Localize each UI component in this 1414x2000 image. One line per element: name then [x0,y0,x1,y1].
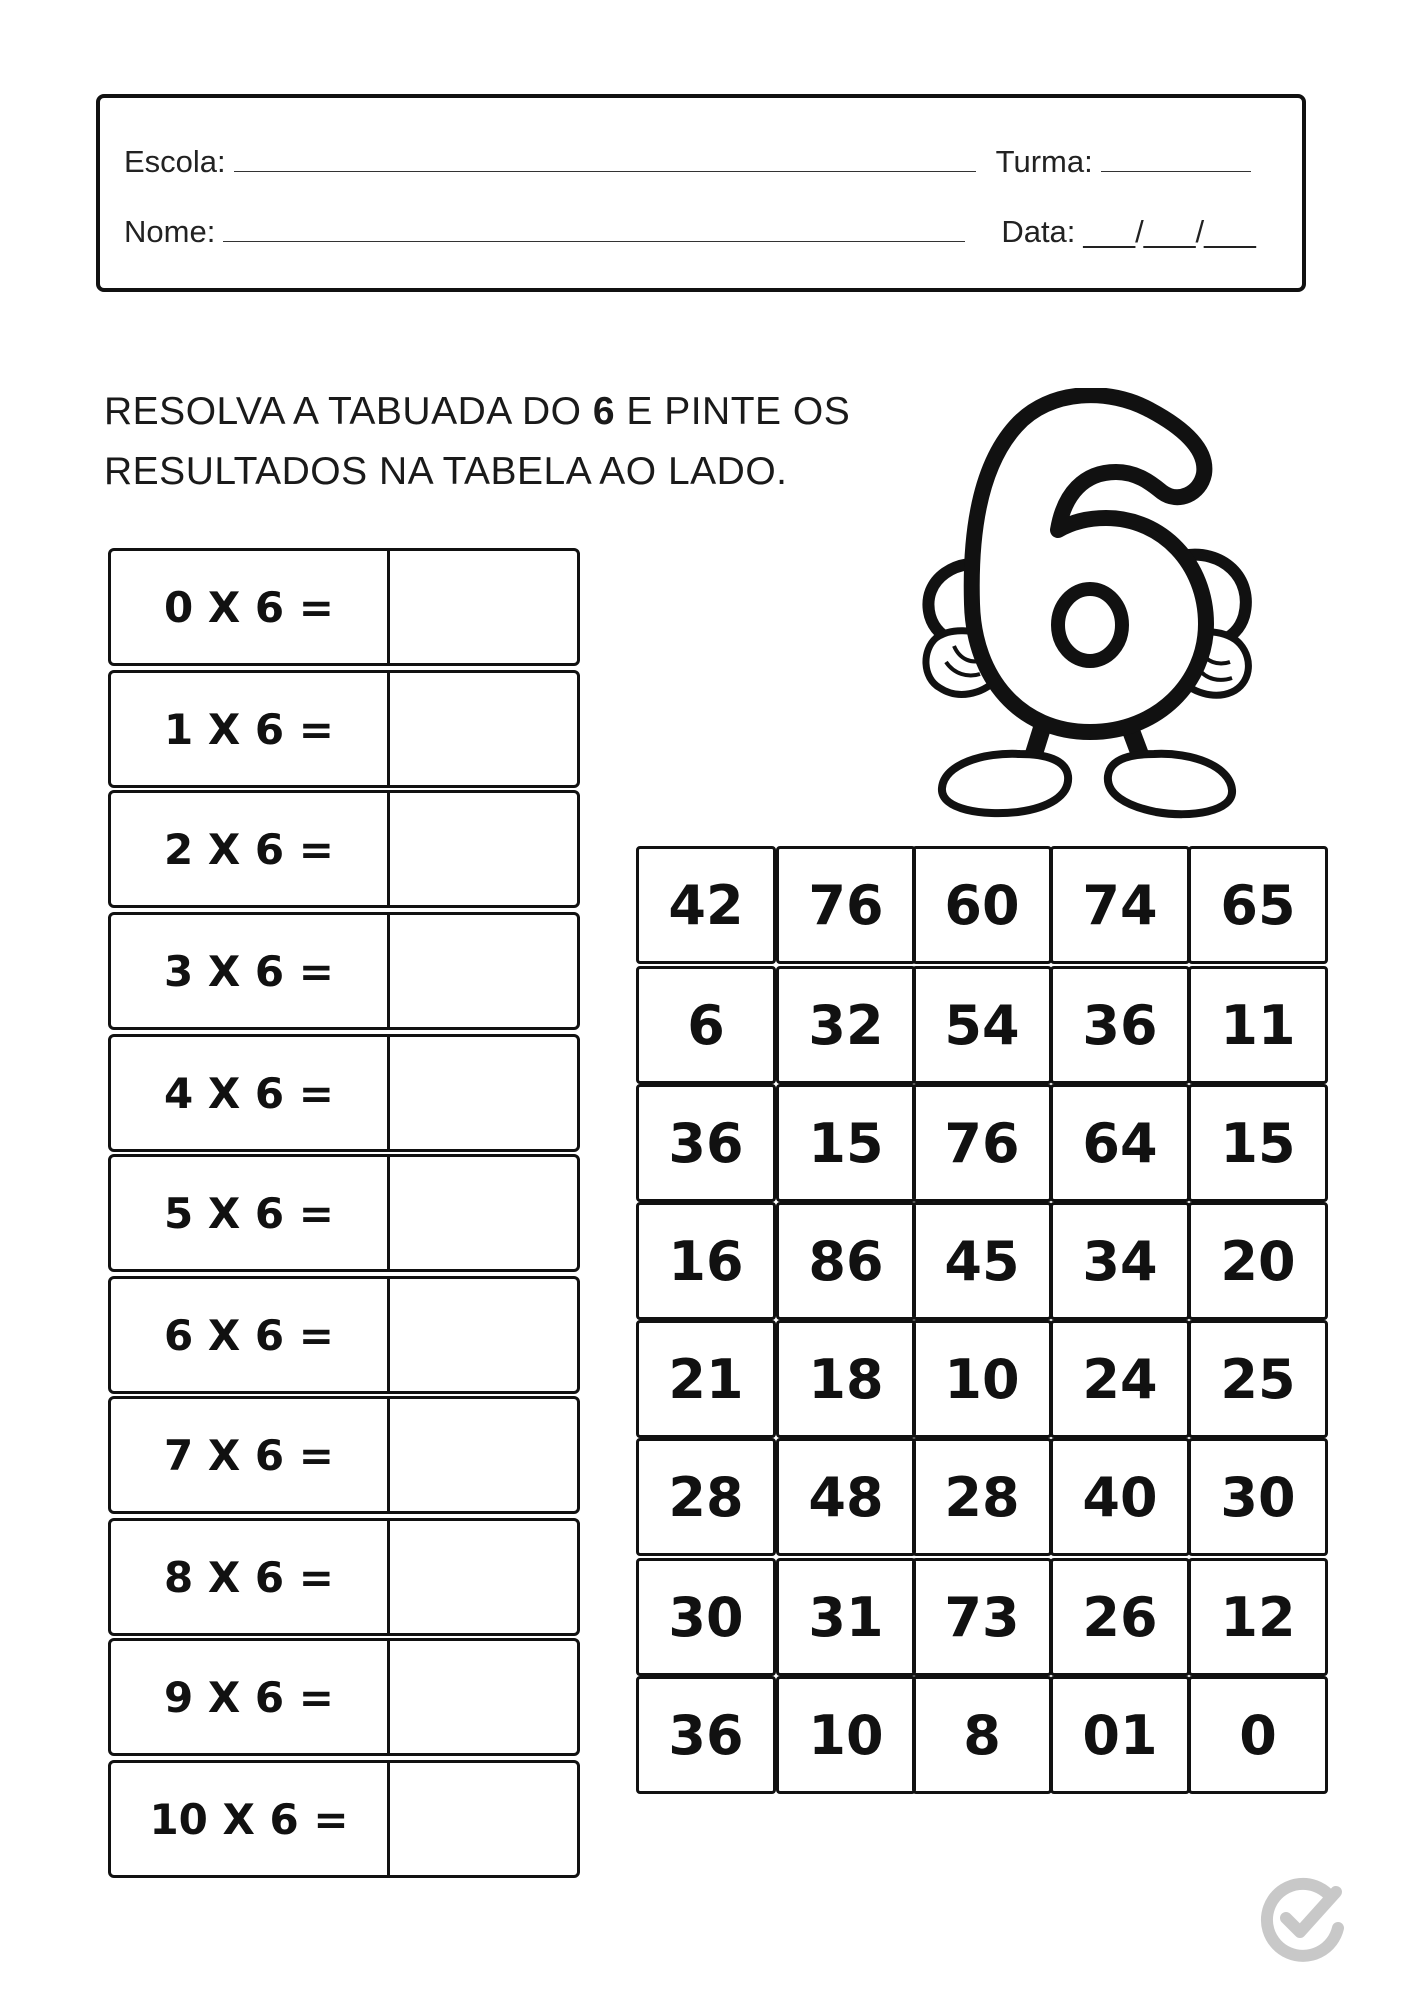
grid-cell[interactable]: 15 [776,1084,916,1202]
name-field[interactable] [223,217,965,242]
answer-box[interactable] [390,1641,577,1753]
checkmark-logo-icon [1258,1872,1348,1962]
grid-cell[interactable]: 21 [636,1320,776,1438]
answer-box[interactable] [390,1037,577,1149]
answer-box[interactable] [390,1763,577,1875]
school-row [124,144,1251,180]
grid-cell[interactable]: 31 [776,1558,916,1676]
grid-cell[interactable]: 26 [1050,1558,1190,1676]
grid-cell[interactable]: 73 [912,1558,1052,1676]
equation-row [108,790,580,908]
instructions [104,382,924,502]
equation-row [108,670,580,788]
grid-cell[interactable]: 64 [1050,1084,1190,1202]
school-label: Escola: [124,144,226,179]
grid-cell[interactable]: 36 [636,1084,776,1202]
answer-box[interactable] [390,1399,577,1511]
class-field[interactable] [1101,147,1251,172]
equation-row [108,1638,580,1756]
grid-cell[interactable]: 36 [636,1676,776,1794]
equation-row [108,1034,580,1152]
grid-cell[interactable]: 76 [912,1084,1052,1202]
equation-label: 5 X 6 = [111,1157,390,1269]
grid-cell[interactable]: 15 [1188,1084,1328,1202]
grid-cell[interactable]: 24 [1050,1320,1190,1438]
grid-cell[interactable]: 34 [1050,1202,1190,1320]
grid-cell[interactable]: 28 [912,1438,1052,1556]
grid-cell[interactable]: 60 [912,846,1052,964]
grid-cell[interactable]: 40 [1050,1438,1190,1556]
equation-row [108,1396,580,1514]
equation-row [108,1760,580,1878]
grid-cell[interactable]: 25 [1188,1320,1328,1438]
grid-cell[interactable]: 10 [776,1676,916,1794]
grid-cell[interactable]: 18 [776,1320,916,1438]
equation-label: 3 X 6 = [111,915,390,1027]
grid-cell[interactable]: 54 [912,966,1052,1084]
answer-box[interactable] [390,673,577,785]
student-info-box [96,94,1306,292]
name-label: Nome: [124,214,216,249]
equation-label: 0 X 6 = [111,551,390,663]
equation-label: 4 X 6 = [111,1037,390,1149]
name-row [124,214,1256,250]
equation-label: 6 X 6 = [111,1279,390,1391]
grid-cell[interactable]: 42 [636,846,776,964]
grid-cell[interactable]: 12 [1188,1558,1328,1676]
number-six-mascot-icon [900,388,1280,828]
grid-cell[interactable]: 76 [776,846,916,964]
answer-box[interactable] [390,793,577,905]
grid-cell[interactable]: 32 [776,966,916,1084]
grid-cell[interactable]: 6 [636,966,776,1084]
grid-cell[interactable]: 45 [912,1202,1052,1320]
answer-box[interactable] [390,1157,577,1269]
grid-cell[interactable]: 16 [636,1202,776,1320]
grid-cell[interactable]: 36 [1050,966,1190,1084]
answer-box[interactable] [390,1279,577,1391]
equation-label: 1 X 6 = [111,673,390,785]
instructions-part2: E PINTE OS [615,390,851,433]
equation-label: 10 X 6 = [111,1763,390,1875]
date-label: Data: [1001,214,1076,249]
equation-label: 8 X 6 = [111,1521,390,1633]
grid-cell[interactable]: 10 [912,1320,1052,1438]
equation-row [108,1518,580,1636]
grid-cell[interactable]: 86 [776,1202,916,1320]
equation-label: 9 X 6 = [111,1641,390,1753]
instructions-part1: RESOLVA A TABUADA DO [104,390,593,433]
grid-cell[interactable]: 30 [636,1558,776,1676]
equation-row [108,1276,580,1394]
equation-row [108,548,580,666]
answer-box[interactable] [390,551,577,663]
instructions-number: 6 [592,390,616,433]
grid-cell[interactable]: 0 [1188,1676,1328,1794]
equation-label: 2 X 6 = [111,793,390,905]
date-field[interactable]: ___/___/___ [1083,214,1256,249]
instructions-line2: RESULTADOS NA TABELA AO LADO. [104,450,788,493]
equation-row [108,912,580,1030]
class-label: Turma: [995,144,1093,179]
answer-grid [636,846,1338,1796]
grid-cell[interactable]: 01 [1050,1676,1190,1794]
grid-cell[interactable]: 28 [636,1438,776,1556]
grid-cell[interactable]: 20 [1188,1202,1328,1320]
grid-cell[interactable]: 30 [1188,1438,1328,1556]
grid-cell[interactable]: 48 [776,1438,916,1556]
answer-box[interactable] [390,915,577,1027]
equation-row [108,1154,580,1272]
grid-cell[interactable]: 8 [912,1676,1052,1794]
school-field[interactable] [234,147,976,172]
grid-cell[interactable]: 11 [1188,966,1328,1084]
grid-cell[interactable]: 74 [1050,846,1190,964]
grid-cell[interactable]: 65 [1188,846,1328,964]
equation-label: 7 X 6 = [111,1399,390,1511]
answer-box[interactable] [390,1521,577,1633]
